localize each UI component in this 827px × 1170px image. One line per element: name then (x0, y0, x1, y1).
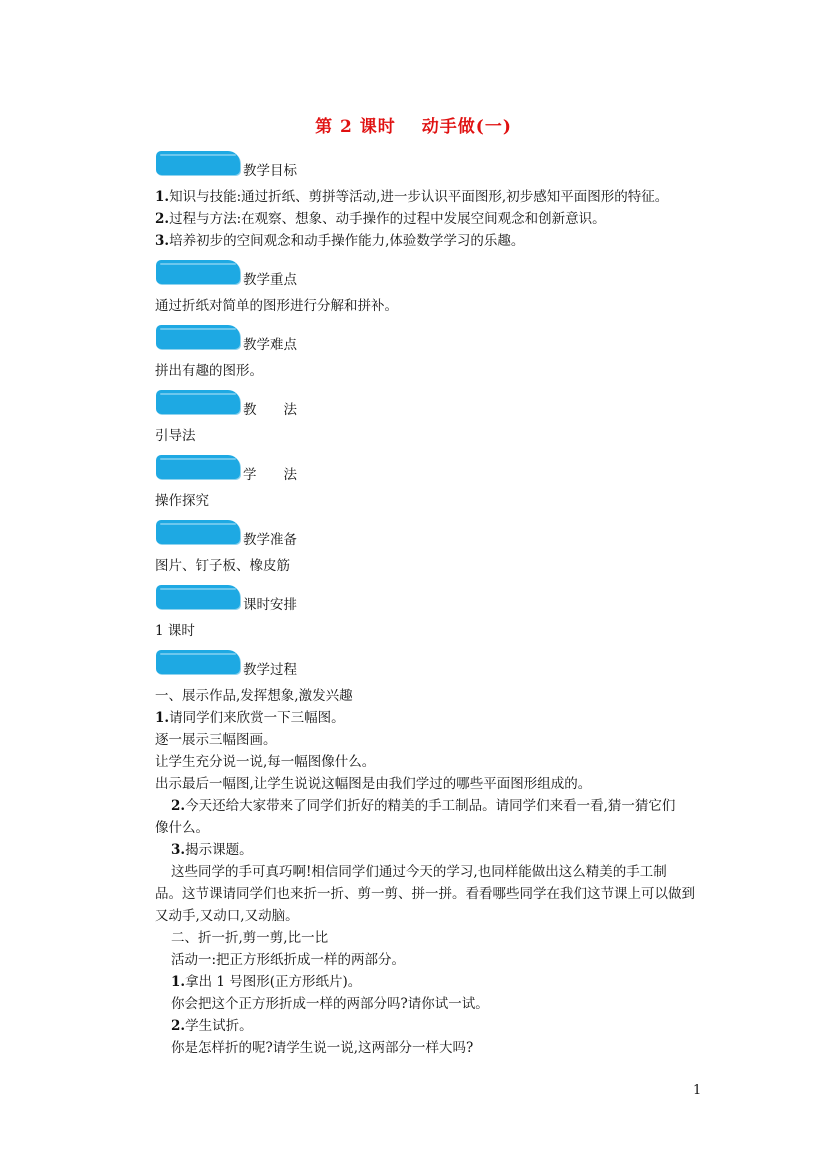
section-tab-marker (156, 390, 240, 414)
process-step: 3.揭示课题。 (171, 842, 253, 858)
process-step: 1.拿出 1 号图形(正方形纸片)。 (171, 974, 362, 990)
section-tab-marker (156, 455, 240, 479)
section-tab-marker (156, 520, 240, 544)
process-heading: 一、展示作品,发挥想象,激发兴趣 (155, 688, 353, 704)
process-text: 又动手,又动口,又动脑。 (155, 908, 299, 924)
goal-item: 3.培养初步的空间观念和动手操作能力,体验数学学习的乐趣。 (155, 233, 525, 249)
teach-method-text: 引导法 (155, 428, 196, 444)
section-label: 教学目标 (243, 163, 297, 179)
section-label: 学 法 (243, 467, 297, 483)
section-label: 教学重点 (243, 272, 297, 288)
lesson-number: 第 2 课时 (315, 117, 396, 137)
process-text: 这些同学的手可真巧啊!相信同学们通过今天的学习,也同样能做出这么精美的手工制 (171, 864, 667, 880)
page-number: 1 (693, 1083, 702, 1098)
difficult-text: 拼出有趣的图形。 (155, 363, 263, 379)
goal-item: 2.过程与方法:在观察、想象、动手操作的过程中发展空间观念和创新意识。 (155, 211, 606, 227)
process-text: 出示最后一幅图,让学生说说这幅图是由我们学过的哪些平面图形组成的。 (155, 776, 592, 792)
process-text: 你是怎样折的呢?请学生说一说,这两部分一样大吗? (171, 1040, 474, 1056)
page-title (0, 112, 827, 137)
process-text: 你会把这个正方形折成一样的两部分吗?请你试一试。 (171, 996, 489, 1012)
section-label: 教学准备 (243, 532, 297, 548)
section-tab-marker (156, 325, 240, 349)
process-text: 逐一展示三幅图画。 (155, 732, 277, 748)
section-label: 教 法 (243, 402, 297, 418)
process-text: 品。这节课请同学们也来折一折、剪一剪、拼一拼。看看哪些同学在我们这节课上可以做到 (155, 886, 695, 902)
section-label: 课时安排 (243, 597, 297, 613)
process-text: 让学生充分说一说,每一幅图像什么。 (155, 754, 376, 770)
learn-method-text: 操作探究 (155, 493, 209, 509)
prep-text: 图片、钉子板、橡皮筋 (155, 558, 290, 574)
schedule-text: 1 课时 (155, 623, 195, 639)
process-text: 像什么。 (155, 820, 209, 836)
section-label: 教学难点 (243, 337, 297, 353)
process-text: 活动一:把正方形纸折成一样的两部分。 (171, 952, 406, 968)
section-tab-marker (156, 650, 240, 674)
process-step: 1.请同学们来欣赏一下三幅图。 (155, 710, 345, 726)
section-tab-marker (156, 585, 240, 609)
process-heading: 二、折一折,剪一剪,比一比 (171, 930, 329, 946)
section-tab-marker (156, 151, 240, 175)
section-tab-marker (156, 260, 240, 284)
process-step: 2.今天还给大家带来了同学们折好的精美的手工制品。请同学们来看一看,猜一猜它们 (171, 798, 676, 814)
key-text: 通过折纸对简单的图形进行分解和拼补。 (155, 298, 398, 314)
process-step: 2.学生试折。 (171, 1018, 253, 1034)
goal-item: 1.知识与技能:通过折纸、剪拼等活动,进一步认识平面图形,初步感知平面图形的特征。 (155, 189, 669, 205)
lesson-name: 动手做(一) (421, 117, 512, 137)
section-label: 教学过程 (243, 662, 297, 678)
